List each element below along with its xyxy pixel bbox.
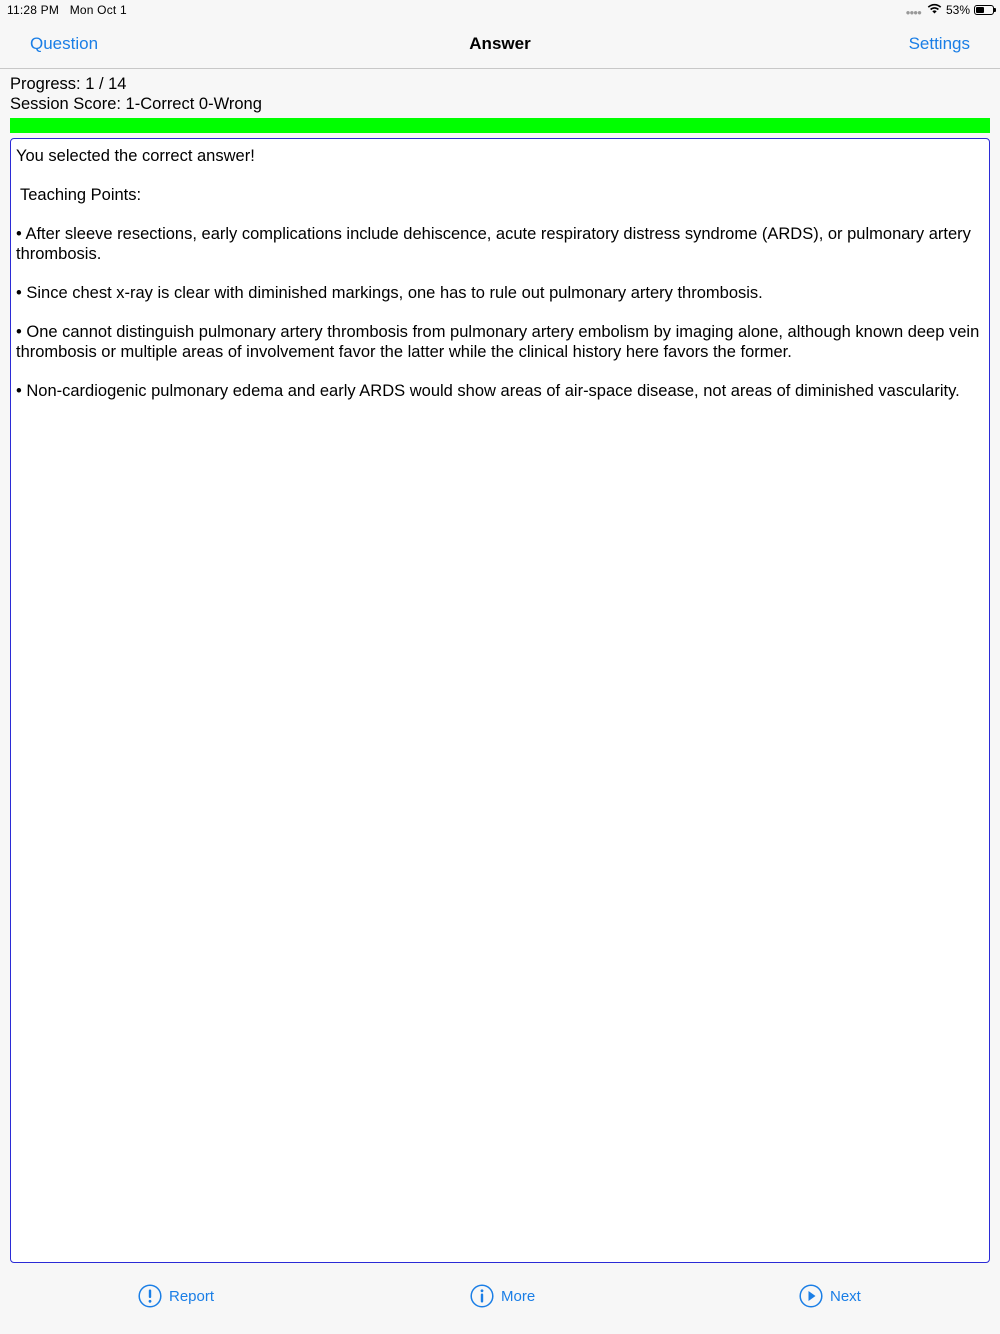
more-button[interactable]: [470, 1284, 535, 1308]
status-indicators: [906, 2, 994, 18]
status-bar: [0, 0, 1000, 20]
play-circle-icon: [799, 1284, 823, 1308]
next-label: Next: [830, 1287, 861, 1305]
page-title: Answer: [469, 34, 531, 53]
session-score: Session Score: 1-Correct 0-Wrong: [10, 95, 262, 113]
progress-info: [10, 74, 262, 114]
report-button[interactable]: [138, 1284, 214, 1308]
next-button[interactable]: [799, 1284, 861, 1308]
cellular-signal-icon: ●●●●: [905, 7, 921, 17]
info-circle-icon: [470, 1284, 494, 1308]
status-time-date: [7, 3, 127, 17]
wifi-icon: [927, 3, 942, 17]
settings-button[interactable]: Settings: [908, 34, 970, 53]
teaching-points-heading: Teaching Points:: [20, 186, 142, 204]
battery-level-fill: [976, 7, 984, 13]
answer-text-view[interactable]: [10, 138, 990, 1263]
progress-label: Progress: 1 / 14: [10, 75, 127, 93]
battery-nub: [994, 8, 996, 12]
battery-icon: [974, 5, 994, 15]
teaching-point: • Non-cardiogenic pulmonary edema and early ARDS would show areas of air-space disease, not areas of diminished vascularity.: [16, 382, 960, 400]
navigation-bar: [0, 20, 1000, 69]
teaching-point: • After sleeve resections, early complications include dehiscence, acute respiratory distress syndrome (ARDS), or pulmonary artery thrombosis.: [16, 225, 971, 263]
progress-bar: [10, 118, 990, 133]
result-message: You selected the correct answer!: [16, 147, 255, 165]
status-time: 11:28 PM: [7, 3, 60, 17]
status-date: Mon Oct 1: [69, 3, 127, 17]
report-label: Report: [169, 1287, 215, 1305]
teaching-point: • Since chest x-ray is clear with diminished markings, one has to rule out pulmonary artery thrombosis.: [16, 284, 763, 302]
exclamation-circle-icon: [138, 1284, 162, 1308]
progress-bar-fill: [10, 118, 990, 133]
teaching-point: • One cannot distinguish pulmonary artery thrombosis from pulmonary artery embolism by imaging alone, although known deep vein thrombosis or multiple areas of involvement favor the latter while the clinical history here favors the former.: [16, 323, 980, 361]
battery-percent: 53%: [945, 3, 970, 17]
bottom-toolbar: [0, 1264, 1000, 1334]
more-label: More: [501, 1287, 536, 1305]
question-back-button[interactable]: Question: [30, 34, 99, 53]
